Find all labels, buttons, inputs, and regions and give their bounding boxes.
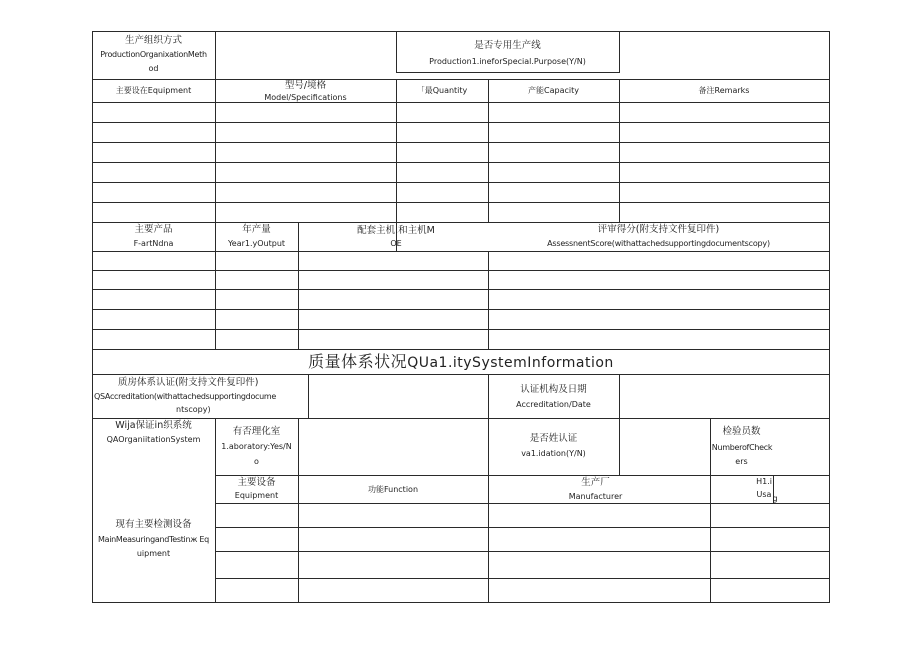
row-line bbox=[92, 122, 830, 123]
row-line bbox=[215, 475, 830, 476]
usage-header: H1.i bbox=[756, 477, 772, 486]
main-product-header-en: F-artNdna bbox=[133, 239, 174, 248]
testing-equipment-label-en bbox=[92, 534, 215, 545]
row-line bbox=[92, 602, 830, 603]
col-line bbox=[619, 31, 620, 72]
checkers-label-zh: 检验员数 bbox=[722, 426, 761, 437]
qs-accreditation-label-en-cont: ntscopy) bbox=[176, 405, 211, 414]
col-line bbox=[488, 251, 489, 349]
row-line bbox=[92, 102, 830, 103]
manufacturer-header-en: Manufacturer bbox=[568, 492, 623, 501]
checkers-label-en: NumberofCheck bbox=[711, 443, 773, 452]
row-line bbox=[92, 309, 830, 310]
production-method-label-en: ProductionOrganixationMeth bbox=[100, 50, 207, 59]
yearly-output-header-zh: 年产量 bbox=[242, 224, 271, 235]
row-line bbox=[92, 270, 830, 271]
section-title bbox=[92, 353, 830, 372]
oem-header: 配套主机.和主机M bbox=[357, 225, 435, 236]
laboratory-label-en-cont: o bbox=[254, 457, 259, 466]
accreditation-date-label-zh: 认证机构及日期 bbox=[520, 384, 587, 395]
row-line bbox=[92, 349, 830, 350]
laboratory-label-en: 1.aboratory:Yes/N bbox=[221, 442, 292, 451]
row-line bbox=[92, 162, 830, 163]
testing-equipment-label-en-cont: uipment bbox=[136, 549, 171, 558]
main-equipment-header: 主要设在Equipment bbox=[115, 86, 192, 95]
function-header: 功能Function bbox=[367, 485, 419, 494]
laboratory-label-zh: 有否理化室 bbox=[232, 426, 281, 437]
assessment-score-header-zh: 评审得分(附支持文件复印件) bbox=[597, 224, 720, 235]
row-line bbox=[92, 374, 830, 375]
col-line bbox=[298, 418, 299, 602]
col-line bbox=[308, 374, 309, 418]
row-line bbox=[215, 527, 830, 528]
testing-equipment-label-en-b: ж Eq bbox=[190, 535, 209, 544]
validation-label-en: va1.idation(Y/N) bbox=[521, 449, 586, 458]
col-line bbox=[488, 374, 489, 418]
qs-accreditation-label-en: QSAccreditation(withattachedsupportingdocume bbox=[94, 392, 277, 401]
col-line bbox=[488, 79, 489, 222]
col-line bbox=[488, 418, 489, 602]
model-header-en: Model/Specifications bbox=[264, 93, 347, 102]
col-line bbox=[215, 31, 216, 79]
special-line-label-zh: 是否专用生产线 bbox=[474, 40, 541, 51]
usage-header-cont2: g bbox=[772, 494, 778, 503]
special-line-label-en: Production1.ineforSpecial.Purpose(Y/N) bbox=[429, 57, 586, 66]
row-line bbox=[92, 79, 830, 80]
col-line bbox=[619, 418, 620, 475]
row-line bbox=[396, 72, 620, 73]
qs-accreditation-label-zh: 质房体系认证(附支持文件复印件) bbox=[118, 377, 259, 388]
section-title-zh: 质量体系状况 bbox=[308, 352, 408, 371]
qa-organization-label-zh: Wija保证in织系统 bbox=[115, 420, 192, 431]
row-line bbox=[92, 202, 830, 203]
oem-header-cont: OE bbox=[390, 239, 402, 248]
testing-equipment-header-zh: 主要设备 bbox=[237, 477, 276, 488]
production-method-label-zh: 生产组织方式 bbox=[124, 35, 182, 46]
section-title-en: QUa1.itySystemInformation bbox=[407, 355, 614, 371]
qa-organization-label-en: QAOrganiitationSystem bbox=[106, 435, 201, 444]
row-line bbox=[215, 503, 830, 504]
capacity-header: 产能Capacity bbox=[528, 86, 579, 95]
col-line bbox=[829, 31, 830, 603]
row-line bbox=[92, 289, 830, 290]
usage-header-cont: Usa bbox=[756, 490, 772, 499]
testing-equipment-label-zh: 现有主要检测设备 bbox=[115, 519, 192, 530]
manufacturer-header-zh: 生产厂 bbox=[581, 477, 610, 488]
col-line bbox=[298, 222, 299, 349]
production-method-label-en-cont: od bbox=[148, 64, 159, 73]
quantity-header: 「最Quantity bbox=[416, 86, 468, 95]
row-line bbox=[215, 551, 830, 552]
row-line bbox=[92, 329, 830, 330]
testing-equipment-header-en: Equipment bbox=[234, 491, 279, 500]
accreditation-date-label-en: Accreditation/Date bbox=[516, 400, 591, 409]
yearly-output-header-en: Year1.yOutput bbox=[227, 239, 286, 248]
row-line bbox=[396, 31, 620, 32]
assessment-score-header-en: AssessnentScore(withattachedsupportingdocumentscopy) bbox=[547, 239, 770, 248]
row-line bbox=[92, 142, 830, 143]
row-line bbox=[92, 182, 830, 183]
checkers-label-en-cont: ers bbox=[735, 457, 748, 466]
row-line bbox=[92, 251, 830, 252]
col-line bbox=[396, 79, 397, 222]
col-line bbox=[619, 79, 620, 222]
row-line bbox=[215, 578, 830, 579]
main-product-header-zh: 主要产品 bbox=[134, 224, 173, 235]
remarks-header: 备注Remarks bbox=[698, 86, 750, 95]
testing-equipment-label-en-a: MainMeasuringandTestin bbox=[98, 535, 191, 544]
model-header-zh: 型号/境格 bbox=[284, 80, 327, 91]
col-line bbox=[619, 374, 620, 418]
validation-label-zh: 是否姓认证 bbox=[529, 433, 578, 444]
